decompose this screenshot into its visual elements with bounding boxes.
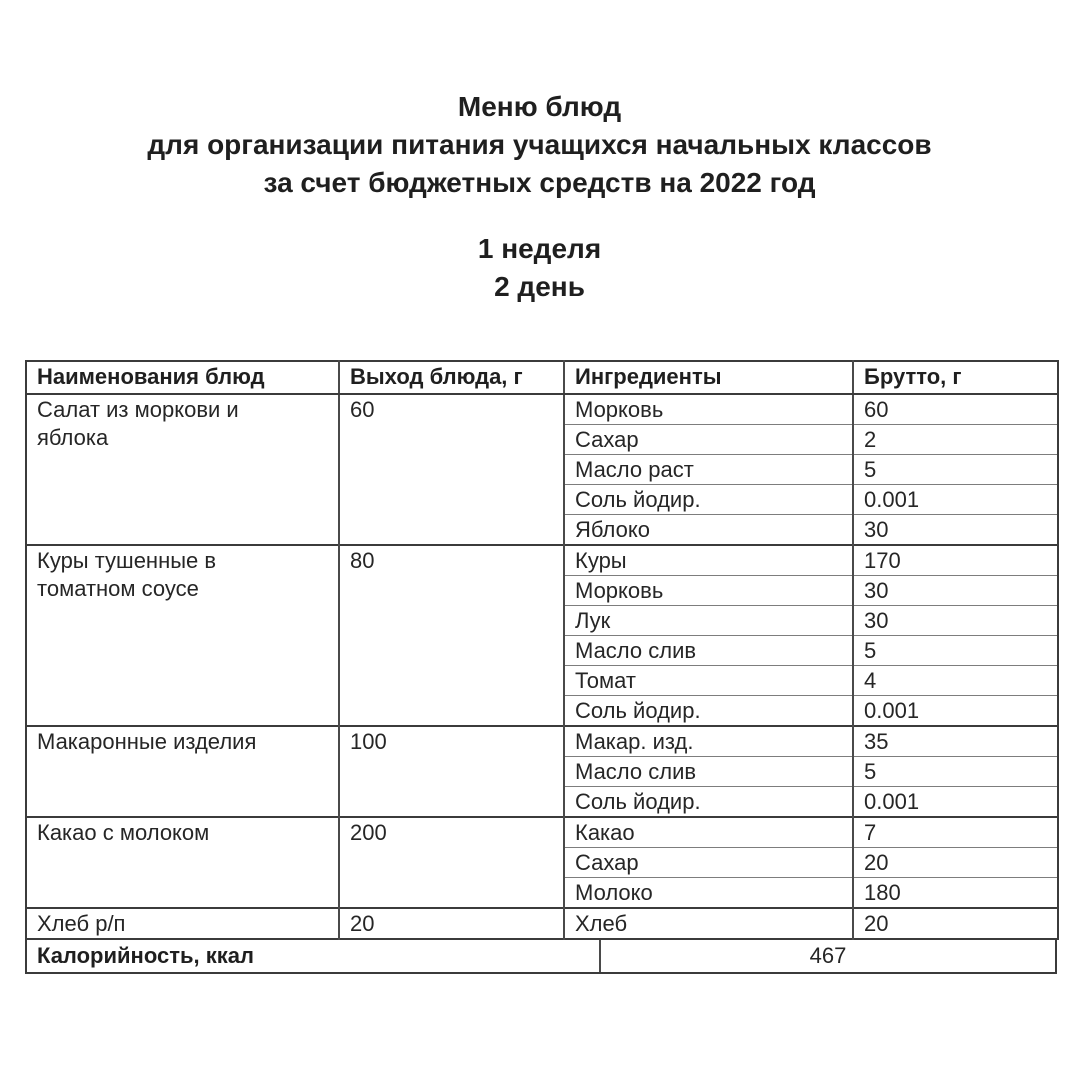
column-header-gross: Брутто, г [853, 361, 1058, 394]
output-cell: 60 [339, 394, 564, 545]
ingredient-name-cell: Томат [564, 666, 853, 696]
gross-cell: 20 [853, 908, 1058, 939]
menu-table-wrap [25, 360, 1057, 974]
ingredient-name-cell: Масло слив [564, 757, 853, 787]
output-cell: 200 [339, 817, 564, 908]
dish-name-cell: Куры тушенные в томатном соусе [26, 545, 339, 726]
gross-cell: 4 [853, 666, 1058, 696]
ingredient-name-cell: Соль йодир. [564, 696, 853, 727]
calories-value: 467 [809, 943, 847, 968]
output-cell: 100 [339, 726, 564, 817]
ingredient-name-cell: Сахар [564, 425, 853, 455]
table-row [26, 726, 1058, 757]
output-cell: 80 [339, 545, 564, 726]
ingredient-name-cell: Хлеб [564, 908, 853, 939]
ingredient-name-cell: Масло раст [564, 455, 853, 485]
gross-cell: 7 [853, 817, 1058, 848]
ingredient-name-cell: Масло слив [564, 636, 853, 666]
gross-cell: 5 [853, 636, 1058, 666]
page-title [0, 88, 1079, 202]
dish-name-cell: Салат из моркови и яблока [26, 394, 339, 545]
dish-name-cell: Хлеб р/п [26, 908, 339, 939]
gross-cell: 35 [853, 726, 1058, 757]
gross-cell: 170 [853, 545, 1058, 576]
gross-cell: 30 [853, 606, 1058, 636]
calories-label: Калорийность, ккал [27, 940, 601, 972]
gross-cell: 0.001 [853, 787, 1058, 818]
gross-cell: 2 [853, 425, 1058, 455]
ingredient-name-cell: Морковь [564, 576, 853, 606]
ingredient-name-cell: Яблоко [564, 515, 853, 546]
gross-cell: 5 [853, 757, 1058, 787]
title-line-2: для организации питания учащихся начальных классов [147, 129, 932, 160]
table-row [26, 817, 1058, 848]
gross-cell: 5 [853, 455, 1058, 485]
day-label: 2 день [494, 271, 585, 302]
column-header-ingredients: Ингредиенты [564, 361, 853, 394]
ingredient-name-cell: Лук [564, 606, 853, 636]
gross-cell: 60 [853, 394, 1058, 425]
gross-cell: 0.001 [853, 485, 1058, 515]
table-header-row [26, 361, 1058, 394]
week-label: 1 неделя [477, 233, 602, 264]
period-block [0, 230, 1079, 306]
ingredient-name-cell: Куры [564, 545, 853, 576]
gross-cell: 180 [853, 878, 1058, 909]
dish-name-cell: Макаронные изделия [26, 726, 339, 817]
dish-name-cell: Какао с молоком [26, 817, 339, 908]
gross-cell: 30 [853, 576, 1058, 606]
ingredient-name-cell: Морковь [564, 394, 853, 425]
ingredient-name-cell: Соль йодир. [564, 485, 853, 515]
ingredient-name-cell: Соль йодир. [564, 787, 853, 818]
menu-table [25, 360, 1059, 940]
gross-cell: 0.001 [853, 696, 1058, 727]
ingredient-name-cell: Сахар [564, 848, 853, 878]
title-line-1: Меню блюд [457, 91, 622, 122]
title-line-3: за счет бюджетных средств на 2022 год [263, 167, 816, 198]
gross-cell: 20 [853, 848, 1058, 878]
output-cell: 20 [339, 908, 564, 939]
table-row [26, 908, 1058, 939]
ingredient-name-cell: Молоко [564, 878, 853, 909]
gross-cell: 30 [853, 515, 1058, 546]
ingredient-name-cell: Макар. изд. [564, 726, 853, 757]
calories-row [25, 940, 1057, 974]
ingredient-name-cell: Какао [564, 817, 853, 848]
table-row [26, 394, 1058, 425]
table-row [26, 545, 1058, 576]
column-header-output: Выход блюда, г [339, 361, 564, 394]
column-header-dish: Наименования блюд [26, 361, 339, 394]
